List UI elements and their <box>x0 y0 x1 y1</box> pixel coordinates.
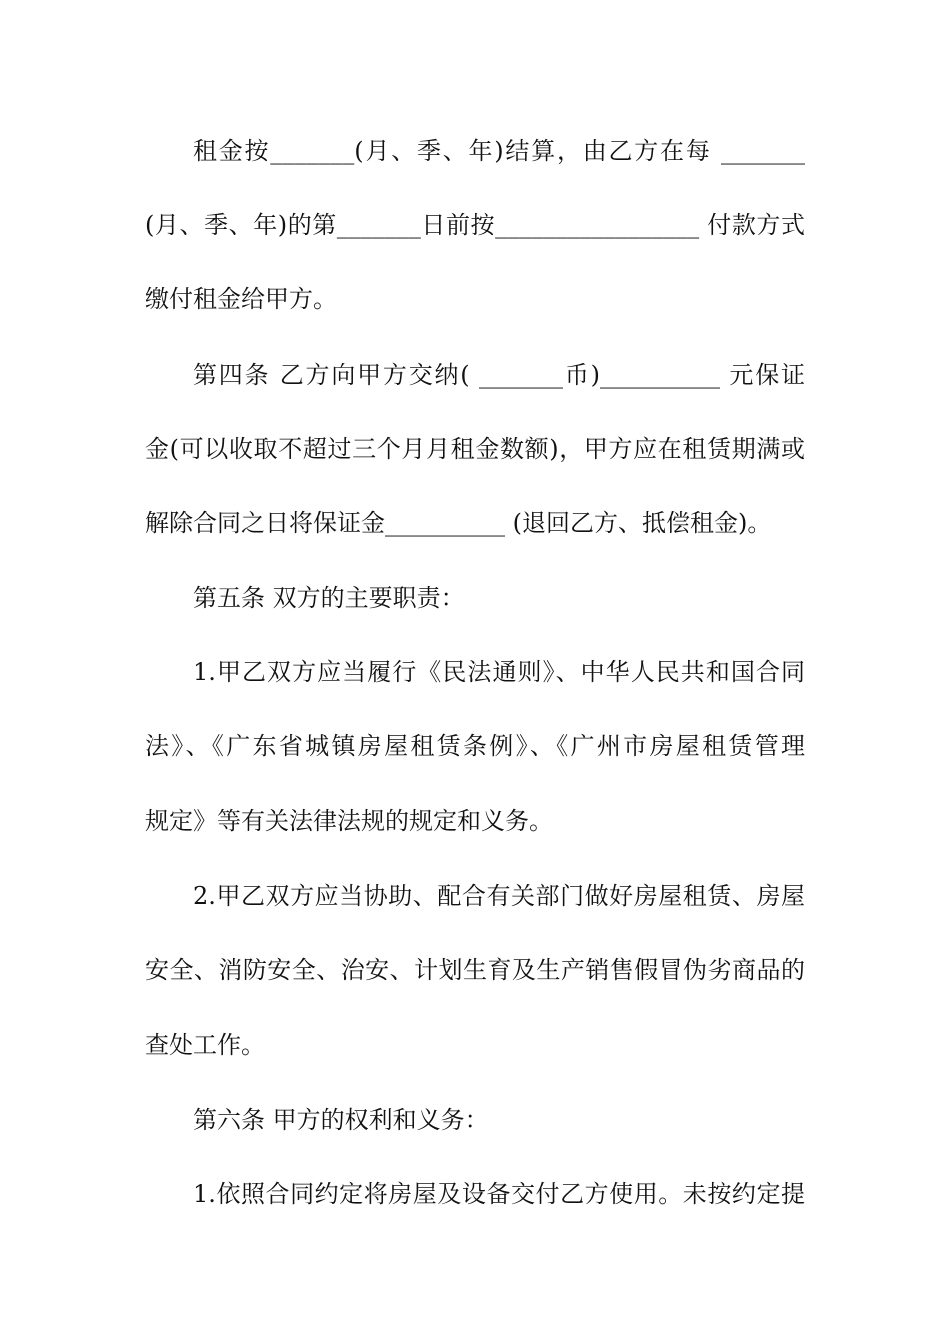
text-line-12: 安全、消防安全、治安、计划生育及生产销售假冒伪劣商品的 <box>145 956 805 984</box>
text-line-9: 法》、《广东省城镇房屋租赁条例》、《广州市房屋租赁管理 <box>145 732 805 760</box>
text-line-7: 第五条 双方的主要职责： <box>193 584 465 612</box>
text-line-11: 2.甲乙双方应当协助、配合有关部门做好房屋租赁、房屋 <box>193 882 805 910</box>
text-line-4: 第四条 乙方向甲方交纳( _______币)__________ 元保证 <box>193 361 805 389</box>
text-line-13: 查处工作。 <box>145 1031 265 1059</box>
text-line-2: (月、季、年)的第_______日前按_________________ 付款方式 <box>145 211 805 239</box>
text-line-5: 金(可以收取不超过三个月月租金数额)，甲方应在租赁期满或 <box>145 435 805 463</box>
text-line-10: 规定》等有关法律法规的规定和义务。 <box>145 807 553 835</box>
text-line-14: 第六条 甲方的权利和义务： <box>193 1106 489 1134</box>
text-line-8: 1.甲乙双方应当履行《民法通则》、中华人民共和国合同 <box>193 658 805 686</box>
text-line-3: 缴付租金给甲方。 <box>145 285 337 313</box>
text-line-6: 解除合同之日将保证金__________ (退回乙方、抵偿租金)。 <box>145 509 772 537</box>
text-line-15: 1.依照合同约定将房屋及设备交付乙方使用。未按约定提 <box>193 1180 805 1208</box>
text-line-1: 租金按_______(月、季、年)结算，由乙方在每 _______ <box>193 137 805 165</box>
